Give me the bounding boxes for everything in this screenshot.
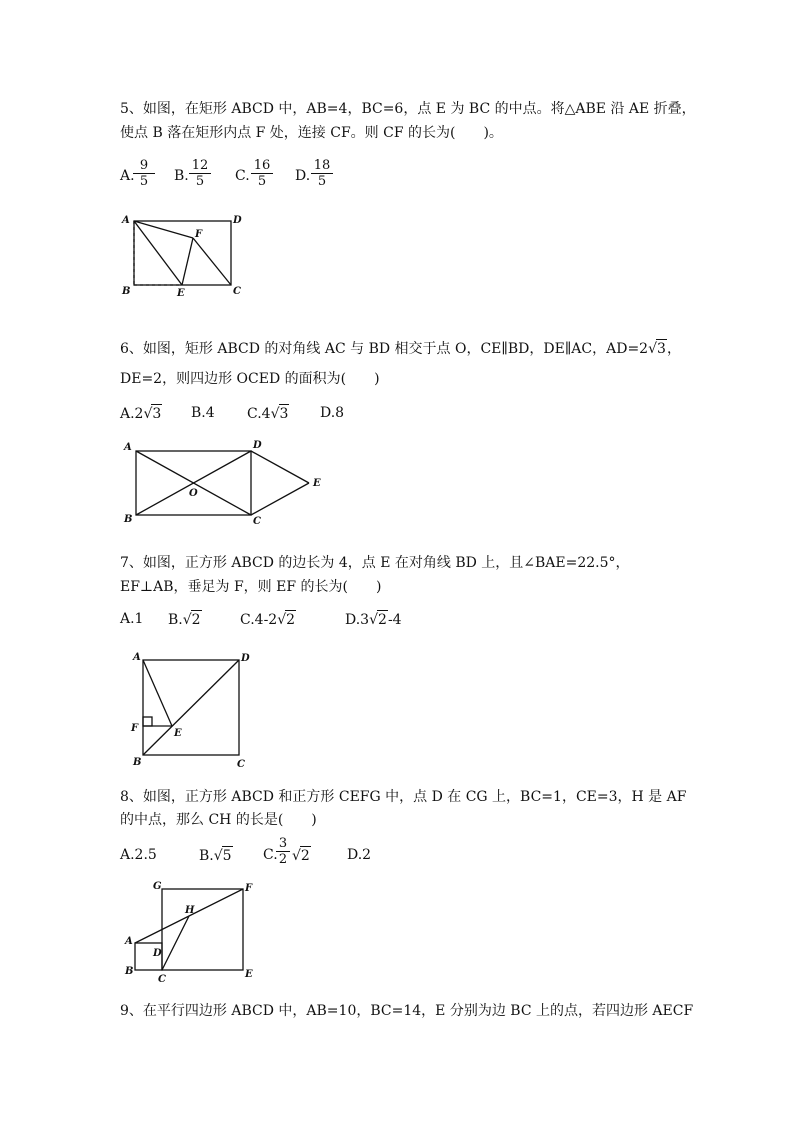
q7-option-b-radical: √2 bbox=[182, 612, 201, 628]
q5-option-d-numerator: 18 bbox=[311, 158, 333, 174]
q6-text-line1-radicand: 3 bbox=[657, 341, 666, 357]
q6-option-c-prefix: C.4 bbox=[247, 406, 271, 422]
q8-option-c-radical: √2 bbox=[292, 848, 310, 864]
q8-option-b-radicand: 5 bbox=[222, 848, 232, 864]
q8-label-g: G bbox=[153, 881, 162, 892]
q9-text-line1: 9、在平行四边形 ABCD 中，AB=10，BC=14，E 分别为边 BC 上的点，若四边形 AECF bbox=[120, 1003, 694, 1019]
q6-text-line1-main: 6、如图，矩形 ABCD 的对角线 AC 与 BD 相交于点 O，CE∥BD，DE∥AC，AD=2 bbox=[120, 341, 649, 357]
q8-label-f: F bbox=[245, 883, 253, 894]
q8-text-line1: 8、如图，正方形 ABCD 和正方形 CEFG 中，点 D 在 CG 上，BC=1，CE=3，H 是 AF bbox=[120, 789, 687, 805]
q5-text-line2: 使点 B 落在矩形内点 F 处，连接 CF。则 CF 的长为( )。 bbox=[120, 125, 503, 141]
q5-label-f: F bbox=[195, 229, 203, 240]
q6-option-a-prefix: A.2 bbox=[120, 406, 144, 422]
q6-label-c: C bbox=[253, 516, 261, 527]
q8-label-d: D bbox=[153, 948, 162, 959]
q6-label-a: A bbox=[124, 442, 132, 453]
q7-label-b: B bbox=[133, 757, 142, 768]
q7-label-f: F bbox=[131, 723, 139, 734]
q5-option-c-denominator: 5 bbox=[257, 174, 267, 189]
q8-text-line2: 的中点，那么 CH 的长是( ) bbox=[120, 812, 317, 828]
q8-option-c-radicand: 2 bbox=[300, 848, 310, 864]
q8-option-c-denominator: 2 bbox=[278, 852, 288, 867]
q8-option-b-radical: √5 bbox=[213, 848, 232, 864]
q6-option-d: D.8 bbox=[320, 405, 345, 421]
q7-label-d: D bbox=[241, 653, 250, 664]
q5-label-a: A bbox=[122, 215, 130, 226]
q7-option-b-prefix: B. bbox=[168, 612, 183, 628]
q7-option-c-radicand: 2 bbox=[286, 612, 296, 628]
q7-option-c-radical: √2 bbox=[277, 612, 296, 628]
q5-option-a-numerator: 9 bbox=[133, 158, 155, 174]
q8-option-c-label: C. bbox=[263, 847, 278, 863]
q7-text-line1: 7、如图，正方形 ABCD 的边长为 4，点 E 在对角线 BD 上，且∠BAE=22.5°， bbox=[120, 555, 630, 571]
q8-label-b: B bbox=[125, 966, 134, 977]
q6-option-a-radical: √3 bbox=[143, 406, 162, 422]
q5-option-c-label: C. bbox=[235, 168, 250, 184]
q6-text-line2: DE=2，则四边形 OCED 的面积为( ) bbox=[120, 371, 380, 387]
q7-option-d-tail: -4 bbox=[387, 612, 402, 628]
q6-option-b: B.4 bbox=[191, 405, 215, 421]
q8-option-b-prefix: B. bbox=[199, 848, 214, 864]
q8-label-c: C bbox=[158, 974, 166, 985]
q5-option-d-denominator: 5 bbox=[317, 174, 327, 189]
q5-option-c-numerator: 16 bbox=[251, 158, 273, 174]
q8-option-c-numerator: 3 bbox=[276, 836, 290, 852]
q8-label-a: A bbox=[125, 936, 133, 947]
q7-label-a: A bbox=[133, 652, 141, 663]
q6-label-o: O bbox=[189, 488, 198, 499]
q7-label-e: E bbox=[174, 728, 182, 739]
q5-option-b-label: B. bbox=[174, 168, 189, 184]
q7-label-c: C bbox=[237, 759, 245, 770]
q6-option-c-radical: √3 bbox=[270, 406, 289, 422]
q7-option-d-radical: √2 bbox=[369, 612, 387, 628]
q6-option-c-radicand: 3 bbox=[279, 406, 289, 422]
q5-label-d: D bbox=[233, 215, 242, 226]
q6-label-b: B bbox=[124, 514, 133, 525]
q7-option-a: A.1 bbox=[120, 611, 144, 627]
q7-option-d-prefix: D.3 bbox=[345, 612, 370, 628]
q7-option-c-prefix: C.4-2 bbox=[240, 612, 278, 628]
q8-option-a: A.2.5 bbox=[120, 847, 157, 863]
q8-label-e: E bbox=[245, 969, 253, 980]
q5-text-line1: 5、如图，在矩形 ABCD 中，AB=4，BC=6，点 E 为 BC 的中点。将△ABE 沿 AE 折叠， bbox=[120, 101, 696, 117]
q6-option-a-radicand: 3 bbox=[152, 406, 162, 422]
q5-option-a-label: A. bbox=[120, 168, 135, 184]
q8-square-cefg bbox=[162, 889, 243, 970]
q5-label-e: E bbox=[177, 288, 185, 299]
q5-option-a-denominator: 5 bbox=[139, 174, 149, 189]
q8-line-ch bbox=[162, 916, 189, 970]
q5-option-b-numerator: 12 bbox=[189, 158, 211, 174]
q7-text-line2: EF⊥AB，垂足为 F，则 EF 的长为( ) bbox=[120, 579, 382, 595]
q5-option-b-denominator: 5 bbox=[195, 174, 205, 189]
q7-option-d-radicand: 2 bbox=[378, 612, 387, 628]
q6-label-e: E bbox=[313, 478, 321, 489]
q6-text-line1-radical: √3 bbox=[648, 341, 666, 357]
q5-label-b: B bbox=[122, 286, 131, 297]
q7-option-b-radicand: 2 bbox=[191, 612, 201, 628]
q8-label-h: H bbox=[185, 905, 195, 916]
q6-label-d: D bbox=[253, 440, 262, 451]
q5-label-c: C bbox=[233, 286, 241, 297]
q8-option-d: D.2 bbox=[347, 847, 372, 863]
q5-option-d-label: D. bbox=[295, 168, 311, 184]
q6-text-line1-tail: ， bbox=[666, 341, 681, 357]
